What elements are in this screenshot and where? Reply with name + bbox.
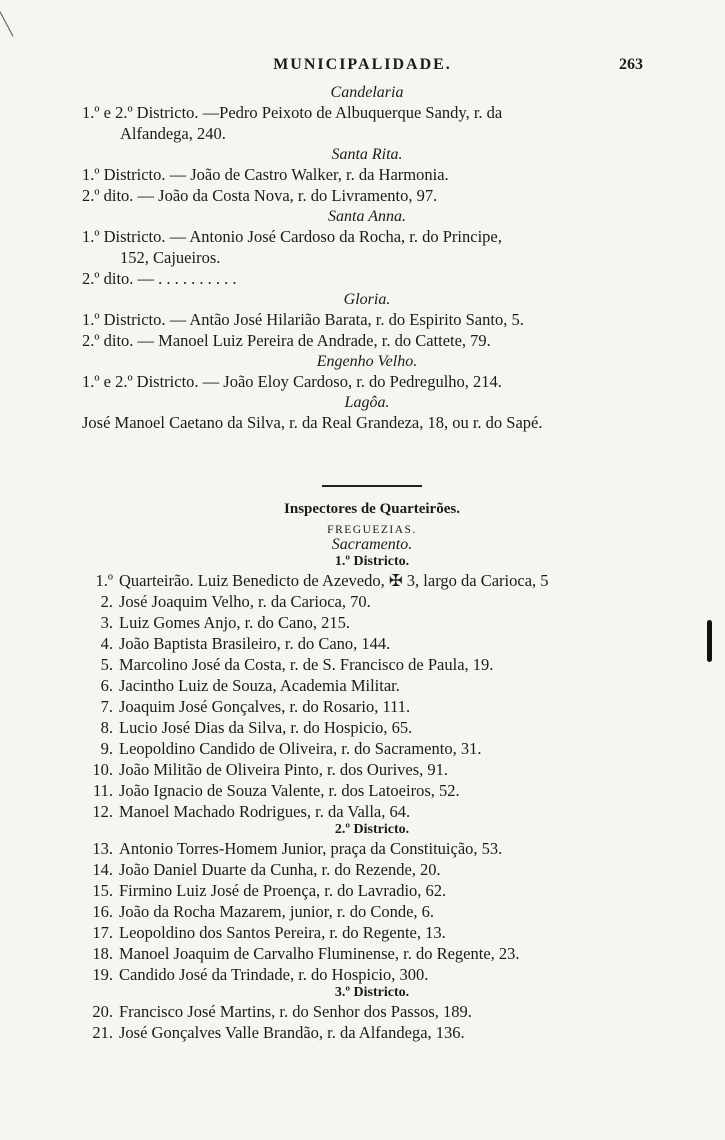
inspector-row <box>82 675 662 696</box>
inspector-row <box>82 633 662 654</box>
parish-heading: Sacramento. <box>331 536 413 553</box>
divider-rule <box>322 485 422 487</box>
district-entry: 2.º dito. — João da Costa Nova, r. do Livramento, 97. <box>82 186 438 205</box>
inspector-row <box>82 838 662 859</box>
district-list <box>82 1001 662 1043</box>
row-text: Quarteirão. Luiz Benedicto de Azevedo, ✠ 3, largo da Carioca, 5 <box>119 571 549 590</box>
district-list <box>82 838 662 985</box>
inspector-row <box>82 922 662 943</box>
inspector-row <box>82 1001 662 1022</box>
inspector-row <box>82 717 662 738</box>
parish-heading: Santa Rita. <box>331 146 403 163</box>
row-text: Jacintho Luiz de Souza, Academia Militar. <box>119 676 400 695</box>
row-text: Lucio José Dias da Silva, r. do Hospicio, 65. <box>119 718 413 737</box>
row-number: 9. <box>100 739 113 758</box>
district-entry: 1.º Districto. — Antão José Hilarião Barata, r. do Espirito Santo, 5. <box>82 310 524 329</box>
district-entry: 2.º dito. — Manoel Luiz Pereira de Andrade, r. do Cattete, 79. <box>82 331 491 350</box>
freguezias-label: FREGUEZIAS. <box>327 524 417 536</box>
running-header <box>0 56 725 80</box>
row-number: 14. <box>92 860 113 879</box>
row-text: João da Rocha Mazarem, junior, r. do Conde, 6. <box>119 902 435 921</box>
row-number: 19. <box>92 965 113 984</box>
parish-heading: Lagôa. <box>344 394 390 411</box>
district-entry-cont: 152, Cajueiros. <box>120 248 221 267</box>
inspectors-section <box>82 470 662 1043</box>
parish-heading: Gloria. <box>343 291 391 308</box>
row-number: 5. <box>100 655 113 674</box>
inspector-row <box>82 696 662 717</box>
page-title: MUNICIPALIDADE. <box>273 56 452 73</box>
row-number: 16. <box>92 902 113 921</box>
row-number: 3. <box>100 613 113 632</box>
row-text: Manoel Joaquim de Carvalho Fluminense, r. do Regente, 23. <box>119 944 520 963</box>
district-heading: 2.º Districto. <box>334 822 410 837</box>
row-text: Leopoldino dos Santos Pereira, r. do Regente, 13. <box>119 923 446 942</box>
inspector-row <box>82 801 662 822</box>
row-number: 18. <box>92 944 113 963</box>
binding-mark <box>707 620 712 662</box>
parish-heading: Candelaria <box>330 84 404 101</box>
inspector-row <box>82 901 662 922</box>
row-number: 11. <box>92 781 113 800</box>
row-number: 1.º <box>95 571 113 590</box>
row-text: Luiz Gomes Anjo, r. do Cano, 215. <box>119 613 350 632</box>
inspector-row <box>82 759 662 780</box>
row-number: 15. <box>92 881 113 900</box>
row-text: José Joaquim Velho, r. da Carioca, 70. <box>119 592 371 611</box>
district-heading: 1.º Districto. <box>334 554 410 569</box>
row-text: Antonio Torres-Homem Junior, praça da Constituição, 53. <box>119 839 503 858</box>
margin-mark <box>0 11 14 36</box>
row-text: Leopoldino Candido de Oliveira, r. do Sacramento, 31. <box>119 739 482 758</box>
row-text: Candido José da Trindade, r. do Hospicio, 300. <box>119 965 429 984</box>
inspector-row <box>82 964 662 985</box>
district-entry: 2.º dito. — . . . . . . . . . . <box>82 269 237 288</box>
inspector-row <box>82 591 662 612</box>
district-entry: 1.º Districto. — Antonio José Cardoso da Rocha, r. do Principe, <box>82 227 502 246</box>
row-number: 7. <box>100 697 113 716</box>
district-entry-cont: Alfandega, 240. <box>120 124 226 143</box>
district-entry: 1.º Districto. — João de Castro Walker, r. da Harmonia. <box>82 165 449 184</box>
row-text: Firmino Luiz José de Proença, r. do Lavradio, 62. <box>119 881 447 900</box>
parish-listing <box>82 84 652 433</box>
inspector-row <box>82 612 662 633</box>
row-number: 20. <box>92 1002 113 1021</box>
district-heading: 3.º Districto. <box>334 985 410 1000</box>
district-entry: 1.º e 2.º Districto. — João Eloy Cardoso, r. do Pedregulho, 214. <box>82 372 502 391</box>
inspector-row <box>82 880 662 901</box>
row-number: 2. <box>100 592 113 611</box>
row-number: 21. <box>92 1023 113 1042</box>
parish-heading: Engenho Velho. <box>316 353 418 370</box>
district-entry: José Manoel Caetano da Silva, r. da Real Grandeza, 18, ou r. do Sapé. <box>82 413 543 432</box>
row-number: 6. <box>100 676 113 695</box>
section-heading: Inspectores de Quarteirões. <box>284 501 460 517</box>
row-text: João Baptista Brasileiro, r. do Cano, 144. <box>119 634 391 653</box>
inspector-row <box>82 570 662 591</box>
row-number: 13. <box>92 839 113 858</box>
inspector-row <box>82 1022 662 1043</box>
district-entry: 1.º e 2.º Districto. —Pedro Peixoto de Albuquerque Sandy, r. da <box>82 103 503 122</box>
row-number: 4. <box>100 634 113 653</box>
row-text: Joaquim José Gonçalves, r. do Rosario, 111. <box>119 697 411 716</box>
row-number: 12. <box>92 802 113 821</box>
row-number: 17. <box>92 923 113 942</box>
inspector-row <box>82 859 662 880</box>
row-number: 8. <box>100 718 113 737</box>
inspector-row <box>82 780 662 801</box>
row-text: João Ignacio de Souza Valente, r. dos Latoeiros, 52. <box>119 781 460 800</box>
parish-heading: Santa Anna. <box>328 208 406 225</box>
page-number: 263 <box>619 56 643 73</box>
inspector-row <box>82 738 662 759</box>
row-number: 10. <box>92 760 113 779</box>
inspector-row <box>82 654 662 675</box>
row-text: Francisco José Martins, r. do Senhor dos Passos, 189. <box>119 1002 472 1021</box>
row-text: João Daniel Duarte da Cunha, r. do Rezende, 20. <box>119 860 441 879</box>
row-text: João Militão de Oliveira Pinto, r. dos Ourives, 91. <box>119 760 449 779</box>
row-text: Manoel Machado Rodrigues, r. da Valla, 64. <box>119 802 411 821</box>
district-list <box>82 570 662 822</box>
inspector-row <box>82 943 662 964</box>
row-text: José Gonçalves Valle Brandão, r. da Alfandega, 136. <box>119 1023 465 1042</box>
row-text: Marcolino José da Costa, r. de S. Francisco de Paula, 19. <box>119 655 494 674</box>
